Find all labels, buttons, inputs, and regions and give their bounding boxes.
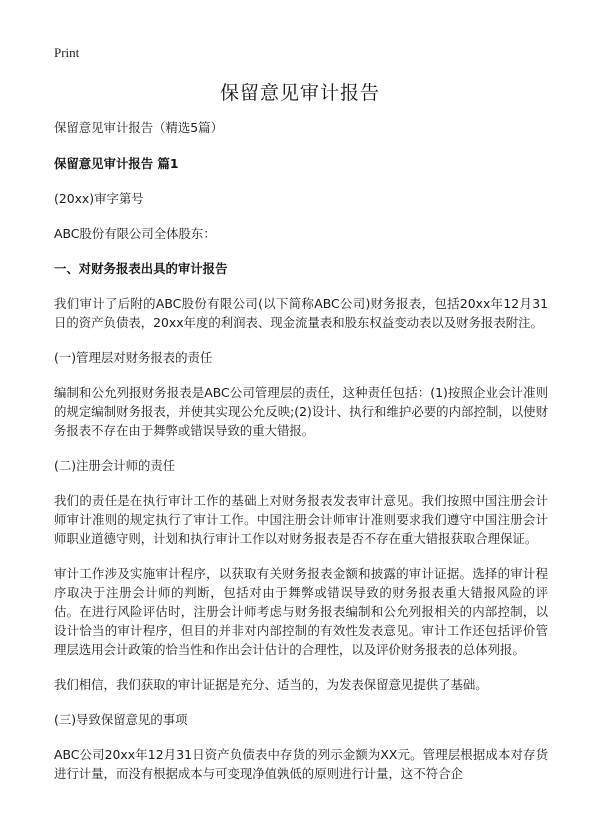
paragraph-2: 编制和公允列报财务报表是ABC公司管理层的责任，这种责任包括：(1)按照企业会计准则的规定编制财务报表，并使其实现公允反映;(2)设计、执行和维护必要的内部控制，以使财务报表不存在由于舞弊或错误导致的重大错报。 [54, 385, 548, 438]
addressee: ABC股份有限公司全体股东： [54, 226, 216, 241]
document-subtitle: 保留意见审计报告（精选5篇） [54, 120, 223, 135]
article-heading: 保留意见审计报告 篇1 [54, 156, 179, 171]
subheading-qualified-opinion-basis: (三)导致保留意见的事项 [54, 712, 188, 727]
paragraph-3: 我们的责任是在执行审计工作的基础上对财务报表发表审计意见。我们按照中国注册会计师审计准则的规定执行了审计工作。中国注册会计师审计准则要求我们遵守中国注册会计师职业道德守则，计划和执行审计工作以对财务报表是否不存在重大错报获取合理保证。 [54, 493, 548, 546]
paragraph-6: ABC公司20xx年12月31日资产负债表中存货的列示金额为XX元。管理层根据成本对存货进行计量，而没有根据成本与可变现净值孰低的原则进行计量，这不符合企 [54, 747, 548, 781]
paragraph-4: 审计工作涉及实施审计程序，以获取有关财务报表金额和披露的审计证据。选择的审计程序取决于注册会计师的判断，包括对由于舞弊或错误导致的财务报表重大错报风险的评估。在进行风险评估时，注册会计师考虑与财务报表编制和公允列报相关的内部控制，以设计恰当的审计程序，但目的并非对内部控制的有效性发表意见。审计工作还包括评价管理层选用会计政策的恰当性和作出会计估计的合理性，以及评价财务报表的总体列报。 [54, 566, 548, 657]
subheading-auditor-responsibility: (二)注册会计师的责任 [54, 458, 176, 473]
section-heading-1: 一、对财务报表出具的审计报告 [54, 261, 228, 276]
document-title: 保留意见审计报告 [219, 82, 380, 104]
paragraph-1: 我们审计了后附的ABC股份有限公司(以下简称ABC公司)财务报表，包括20xx年12月31日的资产负债表，20xx年度的利润表、现金流量表和股东权益变动表以及财务报表附注。 [54, 296, 548, 330]
subheading-management-responsibility: (一)管理层对财务报表的责任 [54, 350, 213, 365]
document-body [54, 118, 548, 783]
document-number: (20xx)审字第号 [54, 191, 144, 206]
print-link[interactable]: Print [54, 45, 80, 60]
paragraph-5: 我们相信，我们获取的审计证据是充分、适当的，为发表保留意见提供了基础。 [54, 677, 488, 692]
